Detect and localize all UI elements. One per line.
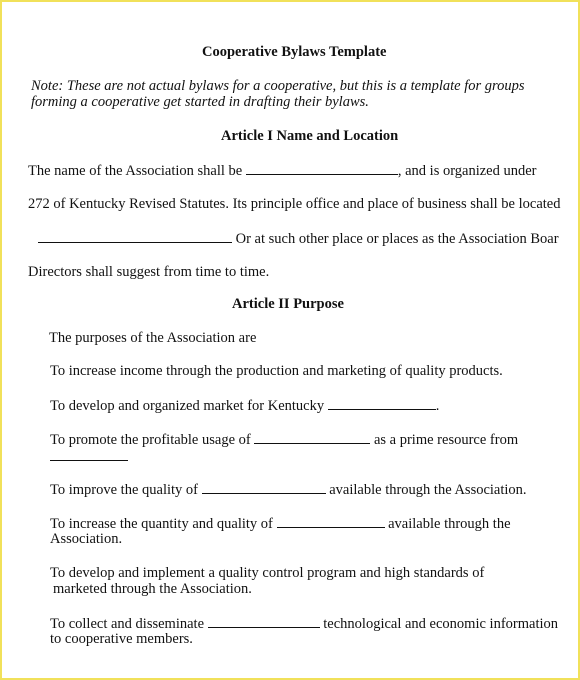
purpose-item-7-line-2: to cooperative members.: [50, 631, 193, 647]
note-line-1: Note: These are not actual bylaws for a cooperative, but this is a template for groups: [31, 78, 525, 94]
fill-in-blank: [328, 397, 436, 410]
purpose-item-1: To increase income through the production and marketing of quality products.: [50, 363, 503, 379]
note-line-2: forming a cooperative get started in drafting their bylaws.: [31, 94, 369, 110]
text-segment: technological and economic information: [323, 616, 559, 632]
article-2-heading: Article II Purpose: [232, 296, 344, 312]
article-1-paragraph-line-2: 272 of Kentucky Revised Statutes. Its principle office and place of business shall be located: [28, 196, 561, 212]
text-segment: To improve the quality of: [50, 482, 198, 498]
article-1-paragraph-line-3: [38, 230, 559, 247]
fill-in-blank: [246, 162, 398, 175]
document-page: [2, 2, 578, 678]
purpose-item-5-line-2: Association.: [50, 531, 123, 547]
purpose-item-6-line-2: marketed through the Association.: [53, 581, 252, 597]
article-1-paragraph-line-4: Directors shall suggest from time to time.: [28, 264, 270, 280]
article-1-heading: Article I Name and Location: [221, 128, 399, 144]
article-2-intro: The purposes of the Association are: [49, 330, 257, 346]
text-segment: available through the Association.: [329, 482, 527, 498]
text-segment: To increase the quantity and quality of: [50, 516, 273, 532]
fill-in-blank: [277, 515, 385, 528]
document-title: Cooperative Bylaws Template: [202, 44, 387, 60]
article-1-paragraph-line-1: [28, 162, 537, 179]
text-segment: To collect and disseminate: [50, 616, 205, 632]
fill-in-blank: [202, 481, 326, 494]
fill-in-blank: [38, 230, 232, 243]
purpose-item-3-line-2: [50, 448, 128, 465]
purpose-item-7: [50, 615, 558, 632]
text-segment: To develop and organized market for Kentucky: [50, 398, 325, 414]
text-segment: The name of the Association shall be: [28, 163, 243, 179]
text-segment: Or at such other place or places as the Association Boar: [232, 231, 559, 247]
purpose-item-3: [50, 431, 518, 448]
purpose-item-6: To develop and implement a quality control program and high standards of: [50, 565, 485, 581]
text-segment: available through the: [388, 516, 511, 532]
purpose-item-2: [50, 397, 439, 414]
text-segment: , and is organized under: [397, 163, 537, 179]
purpose-item-5: [50, 515, 511, 532]
text-segment: .: [435, 398, 440, 414]
fill-in-blank: [50, 448, 128, 461]
purpose-item-4: [50, 481, 527, 498]
fill-in-blank: [254, 431, 370, 444]
text-segment: as a prime resource from: [373, 432, 519, 448]
text-segment: To promote the profitable usage of: [50, 432, 251, 448]
fill-in-blank: [208, 615, 320, 628]
